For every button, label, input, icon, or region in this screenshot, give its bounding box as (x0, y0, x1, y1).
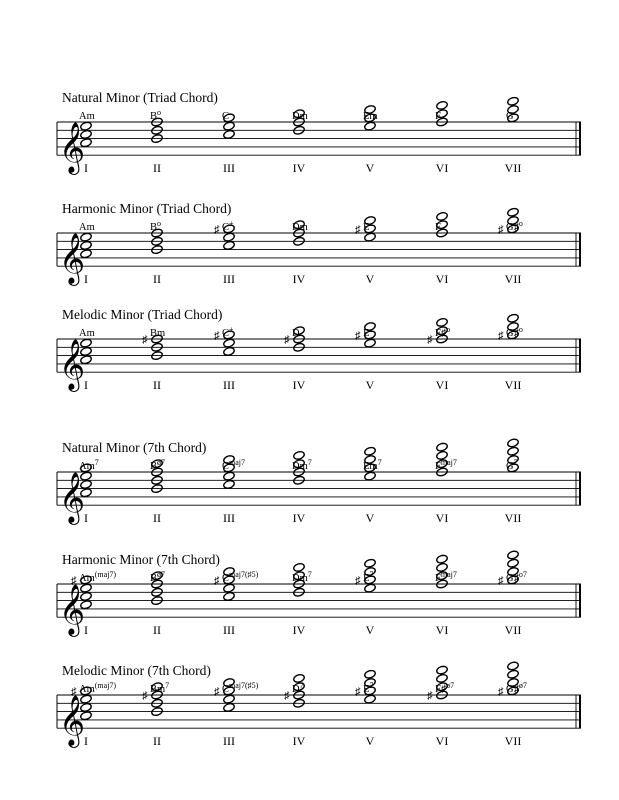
chord (435, 554, 457, 637)
section-title: Melodic Minor (Triad Chord) (62, 307, 223, 322)
whole-note (364, 216, 376, 226)
chord-root: Dm (292, 573, 308, 584)
section-title: Harmonic Minor (7th Chord) (62, 552, 220, 567)
chord-root: G♯ (506, 573, 519, 584)
chord (363, 105, 378, 176)
section-title: Harmonic Minor (Triad Chord) (62, 201, 232, 216)
chord-root: Am (79, 111, 95, 122)
sharp-icon: ♯ (142, 334, 148, 346)
chord-quality: 7 (307, 570, 312, 579)
chord-root: E (363, 573, 370, 584)
chord-root: Bm (150, 328, 166, 339)
chord-quality: maj7 (229, 458, 246, 467)
whole-note (223, 583, 235, 593)
chord-root: B (150, 222, 158, 233)
chord (222, 111, 235, 175)
chord-quality: ø7 (446, 681, 455, 690)
sharp-icon: ♯ (355, 685, 361, 698)
roman-numeral: IV (292, 734, 306, 749)
chord-quality: o (518, 325, 523, 334)
whole-note (223, 338, 235, 348)
chord-quality: 7 (513, 458, 518, 467)
whole-note (364, 232, 376, 242)
whole-note (223, 702, 235, 712)
chord (355, 558, 376, 637)
chord-root: F (435, 461, 441, 472)
chord-root: C (222, 684, 230, 695)
roman-numeral: I (84, 734, 88, 749)
chord (142, 681, 169, 748)
roman-numeral: VII (504, 734, 522, 749)
chord-root: Am (79, 328, 95, 339)
chord-quality: o (446, 325, 451, 334)
roman-numeral: V (365, 623, 375, 638)
chord-symbol (79, 222, 95, 233)
chord-root: B (150, 111, 158, 122)
roman-numeral: I (84, 511, 88, 526)
chord-quality: ø7 (157, 458, 166, 467)
chord-quality: 7 (94, 458, 99, 467)
chord (284, 673, 306, 748)
roman-numeral: II (153, 161, 161, 176)
chord-root: F♯ (435, 684, 447, 695)
roman-numeral: VI (435, 161, 449, 176)
whole-note (364, 583, 376, 593)
roman-numeral: IV (292, 272, 306, 287)
chord (292, 220, 308, 286)
roman-numeral: V (365, 511, 375, 526)
section-title: Natural Minor (7th Chord) (62, 440, 207, 455)
chord-symbol (79, 328, 95, 339)
chord-quality: (maj7) (94, 570, 117, 579)
whole-note (293, 450, 305, 460)
chord-root: G (506, 461, 514, 472)
roman-numeral: II (153, 272, 161, 287)
sharp-icon: ♯ (427, 334, 433, 346)
roman-numeral: VII (504, 272, 522, 287)
chord-root: Dm (292, 461, 308, 472)
chord-root: G♯ (506, 684, 519, 695)
chord (427, 665, 454, 748)
chord-quality: maj7(♯5) (229, 681, 259, 690)
chord-root: D (292, 328, 300, 339)
chord-quality: o7 (518, 570, 527, 579)
roman-numeral: VI (435, 272, 449, 287)
roman-numeral: VII (504, 511, 522, 526)
chord (355, 669, 376, 748)
whole-note (364, 446, 376, 456)
whole-note (507, 313, 519, 323)
whole-note (223, 240, 235, 250)
chord (142, 328, 165, 392)
chord-quality: o (157, 108, 162, 117)
chord-root: C (222, 573, 230, 584)
whole-note (223, 591, 235, 601)
roman-numeral: II (153, 623, 161, 638)
roman-numeral: V (365, 272, 375, 287)
whole-note (507, 207, 519, 217)
chord-root: F (435, 111, 441, 122)
chord-root: Dm (292, 111, 308, 122)
chord-root: C (222, 222, 230, 233)
chord-root: G♯ (506, 222, 519, 233)
sharp-icon: ♯ (214, 574, 220, 587)
roman-numeral: II (153, 511, 161, 526)
chord (292, 450, 312, 525)
chord (427, 317, 450, 392)
roman-numeral: V (365, 161, 375, 176)
treble-clef-icon: 𝄞 (59, 340, 86, 390)
whole-note (223, 121, 235, 131)
whole-note (364, 694, 376, 704)
chord-quality: ø7 (157, 570, 166, 579)
chord (498, 661, 527, 748)
chord (292, 562, 312, 637)
chord (150, 570, 165, 637)
whole-note (436, 554, 448, 564)
sharp-icon: ♯ (284, 690, 290, 702)
roman-numeral: IV (292, 623, 306, 638)
sharp-icon: ♯ (355, 223, 361, 236)
whole-note (507, 446, 519, 456)
chord-root: E (363, 684, 370, 695)
chord-root: Am (79, 461, 95, 472)
whole-note (364, 669, 376, 679)
section-title: Natural Minor (Triad Chord) (62, 90, 218, 105)
chord (498, 207, 523, 286)
chord (214, 325, 235, 392)
whole-note (364, 338, 376, 348)
roman-numeral: I (84, 378, 88, 393)
chord-root: G♯ (506, 328, 519, 339)
sharp-icon: ♯ (498, 574, 504, 587)
sharp-icon: ♯ (498, 223, 504, 236)
chord-symbol (79, 111, 95, 122)
roman-numeral: III (223, 272, 235, 287)
chord-quality: maj7 (440, 458, 457, 467)
chord-quality: maj7(♯5) (229, 570, 259, 579)
chord-root: E (363, 328, 370, 339)
chord-quality: maj7 (440, 570, 457, 579)
roman-numeral: IV (292, 378, 306, 393)
whole-note (364, 121, 376, 131)
section-title: Melodic Minor (7th Chord) (62, 663, 211, 678)
chord-root: F (435, 573, 441, 584)
chord (150, 458, 165, 525)
chord-root: Am (79, 684, 95, 695)
roman-numeral: I (84, 272, 88, 287)
whole-note (507, 96, 519, 106)
whole-note (364, 471, 376, 481)
chord (505, 96, 522, 175)
chord-root: Bm (150, 684, 166, 695)
sharp-icon: ♯ (142, 690, 148, 702)
chord-section (57, 201, 581, 286)
chord (222, 455, 245, 526)
roman-numeral: III (223, 161, 235, 176)
roman-numeral: III (223, 511, 235, 526)
chord (292, 109, 308, 175)
roman-numeral: IV (292, 161, 306, 176)
roman-numeral: II (153, 378, 161, 393)
chord-section (57, 90, 581, 175)
chord-section (57, 438, 581, 525)
chord-root: C (222, 328, 230, 339)
whole-note (364, 558, 376, 568)
treble-clef-icon: 𝄞 (59, 585, 86, 635)
roman-numeral: VI (435, 511, 449, 526)
chord-symbol (292, 328, 300, 339)
chord (355, 216, 376, 287)
sharp-icon: ♯ (71, 574, 77, 587)
chord-quality: o (518, 219, 523, 228)
chord-root: F (435, 222, 441, 233)
chord-root: Dm (292, 222, 308, 233)
chord-section (57, 307, 581, 392)
roman-numeral: I (84, 623, 88, 638)
whole-note (223, 471, 235, 481)
chord (435, 442, 457, 525)
chord (355, 322, 376, 393)
sharp-icon: ♯ (284, 334, 290, 346)
chord (214, 219, 235, 286)
chord-quality: 7 (299, 681, 304, 690)
chord (363, 446, 382, 525)
sharp-icon: ♯ (355, 574, 361, 587)
chord (435, 211, 448, 286)
chord-root: Am (79, 573, 95, 584)
whole-note (436, 100, 448, 110)
sharp-icon: ♯ (427, 690, 433, 702)
chord-quality: 7 (369, 570, 374, 579)
whole-note (507, 550, 519, 560)
chord (498, 550, 527, 637)
chord-symbol (150, 108, 161, 122)
sharp-icon: ♯ (214, 685, 220, 698)
roman-numeral: VII (504, 623, 522, 638)
roman-numeral: III (223, 734, 235, 749)
chord-root: Em (363, 111, 378, 122)
chord (284, 326, 306, 392)
whole-note (507, 105, 519, 115)
roman-numeral: VII (504, 161, 522, 176)
chord-root: E (363, 222, 370, 233)
chord-root: Am (79, 222, 95, 233)
whole-note (223, 129, 235, 139)
roman-numeral: VI (435, 623, 449, 638)
chord-symbol (150, 219, 161, 233)
whole-note (364, 322, 376, 332)
chord (435, 100, 448, 175)
whole-note (293, 562, 305, 572)
chord-quality: 7 (307, 458, 312, 467)
chord-quality: 7 (377, 458, 382, 467)
treble-clef-icon: 𝄞 (59, 123, 86, 173)
chord-section (57, 661, 581, 748)
whole-note (436, 211, 448, 221)
whole-note (223, 232, 235, 242)
whole-note (223, 694, 235, 704)
chord (214, 678, 259, 749)
roman-numeral: V (365, 734, 375, 749)
chord (150, 108, 163, 175)
chord-quality: + (229, 219, 234, 228)
chord-root: C (222, 111, 230, 122)
whole-note (507, 661, 519, 671)
roman-numeral: IV (292, 511, 306, 526)
whole-note (507, 669, 519, 679)
chord (150, 219, 163, 286)
treble-clef-icon: 𝄞 (59, 473, 86, 523)
sharp-icon: ♯ (498, 685, 504, 698)
chord-root: B (150, 573, 158, 584)
chord (505, 438, 522, 525)
whole-note (507, 438, 519, 448)
chord-quality: o (157, 219, 162, 228)
chord-quality: + (229, 325, 234, 334)
roman-numeral: III (223, 623, 235, 638)
chord-quality: (maj7) (94, 681, 117, 690)
chord-quality: 7 (369, 681, 374, 690)
chord-root: Em (363, 461, 378, 472)
chord-root: F♯ (435, 328, 447, 339)
sharp-icon: ♯ (214, 223, 220, 236)
roman-numeral: V (365, 378, 375, 393)
chord-symbol (222, 111, 229, 122)
whole-note (223, 479, 235, 489)
roman-numeral: VI (435, 378, 449, 393)
sharp-icon: ♯ (71, 685, 77, 698)
chord-quality: 7 (165, 681, 170, 690)
treble-clef-icon: 𝄞 (59, 696, 86, 746)
whole-note (436, 665, 448, 675)
whole-note (223, 346, 235, 356)
roman-numeral: I (84, 161, 88, 176)
chord-quality: ø7 (518, 681, 527, 690)
whole-note (436, 442, 448, 452)
sharp-icon: ♯ (498, 329, 504, 342)
chord-root: D (292, 684, 300, 695)
whole-note (507, 558, 519, 568)
treble-clef-icon: 𝄞 (59, 234, 86, 284)
roman-numeral: VI (435, 734, 449, 749)
roman-numeral: III (223, 378, 235, 393)
chord-section (57, 550, 581, 637)
chord-root: B (150, 461, 158, 472)
chord-root: G (506, 111, 514, 122)
sharp-icon: ♯ (214, 329, 220, 342)
sharp-icon: ♯ (355, 329, 361, 342)
roman-numeral: II (153, 734, 161, 749)
roman-numeral: VII (504, 378, 522, 393)
chord (498, 313, 523, 392)
chord (214, 567, 259, 638)
chord-root: C (222, 461, 230, 472)
